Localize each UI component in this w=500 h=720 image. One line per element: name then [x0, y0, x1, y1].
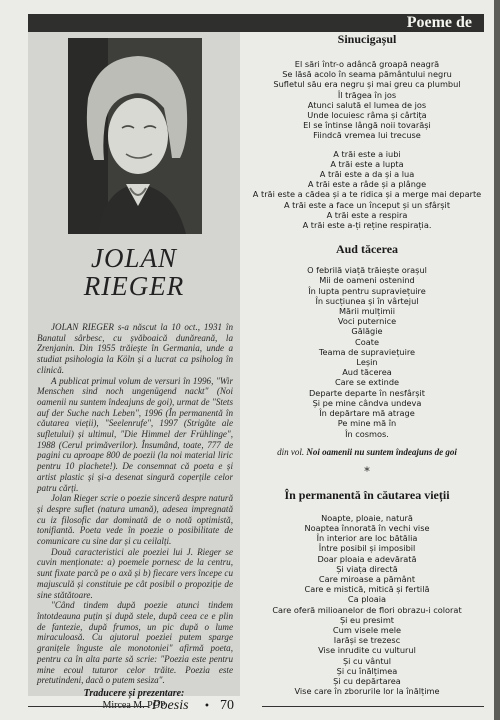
header-bar	[28, 14, 484, 32]
poem-line: Unde locuiesc râma și cârtița	[307, 110, 427, 121]
poem-line: În interior are loc bătălia	[316, 533, 418, 544]
poem-line: Se lăsă acolo în seama pământului negru	[282, 69, 452, 80]
poem-body	[248, 513, 486, 697]
poem-line: A trăi este a face un început și un sfârșit	[283, 199, 451, 210]
poem-line: Atunci salută el lumea de jos	[307, 99, 427, 110]
poem-line: O febrilă viață trăiește orașul	[307, 265, 427, 276]
author-last-name: RIEGER	[83, 271, 185, 301]
poem-line: Care miroase a pământ	[318, 573, 416, 584]
poem-line: El se întinse lângă noii tovarăși	[303, 120, 431, 131]
author-name	[28, 244, 240, 300]
poem-line: A trăi este a râde și a plânge	[307, 179, 427, 190]
poem-line: Teama de supraviețuire	[318, 346, 416, 357]
poem-body	[248, 265, 486, 438]
bio-paragraph: A publicat primul volum de versuri în 1996, "Wir Menschen sind noch ungenügend nackt" (Noi oamenii nu suntem îndeajuns de goi), urmat de "Stets auf der Suche nach Leben", 1996 (În permanentă în căutarea vieții), "Seelenrufe", 1997 (Strigăte ale sufletului) și ultimul, "Die Himmel der Frühlinge", 1988 (Cerul primăverilor). Însumând, toate, 777 de pagini cu aproape 800 de poezii (la noi material liric pentru 10 plachete!). De consemnat că poeta e și artist plastic și și-a desenat singură coperțile celor patru cărți.	[37, 375, 233, 493]
page-number: 70	[220, 698, 234, 713]
poem-title: În permanentă în căutarea vieții	[284, 487, 450, 502]
portrait-image	[68, 38, 202, 234]
footer-bullet: •	[204, 701, 210, 712]
poem-line: Vise care în zborurile lor la înălțime	[294, 686, 440, 697]
poem-line: Vise inrudite cu vulturul	[318, 645, 416, 656]
poem-line: Doar ploaia e adevărată	[317, 553, 417, 564]
poem-line: Ca ploaia	[347, 594, 387, 605]
bio-paragraph: Jolan Rieger scrie o poezie sinceră despre natură și despre suflet (natura umană), adesea impregnată cu iz filosofic dar dominată de o notă optimistă, tonifiantă. Poeta vede în poezie o posibilitate de comunicare cu sine dar și cu ceilalți.	[37, 493, 233, 547]
footer-rule	[28, 706, 148, 707]
poem-line: Sufletul său era negru și mai greu ca plumbul	[273, 79, 461, 90]
poem-line: Fiindcă vremea lui trecuse	[313, 130, 421, 141]
poem-line: Care oferă milioanelor de flori obrazu-i colorat	[272, 604, 462, 615]
source-prefix: din vol.	[277, 446, 305, 457]
author-photo	[68, 38, 202, 234]
page-edge	[494, 0, 500, 720]
poem-line: El sări într-o adâncă groapă neagră	[294, 59, 440, 69]
poem-line: Coate	[355, 336, 379, 347]
poem-line: Departe departe în nesfârșit	[308, 387, 425, 398]
poem-line: A trăi este a iubi	[333, 148, 401, 159]
poems-column	[248, 32, 486, 696]
bio-paragraph: "Când tindem după poezie atunci tindem întotdeauna puțin și după stele, după ceea ce e plin de fantezie, după frumos, un pic după o lume miraculoasă. Cu ajutorul poeziei putem sparge granițele înguste ale monotoniei" afirmă poeta, pentru ca în alta parte să scrie: "Poezia este pentru mine ecoul tuturor celor trăite. Poezia este pretutindeni, dacă o putem sesiza".	[37, 600, 233, 686]
poem-line: În depărtare mă atrage	[319, 408, 415, 419]
poem-line: A trăi este a cădea și a te ridica și a merge mai departe	[252, 189, 482, 200]
source-title: Noi oamenii nu suntem îndeajuns de goi	[306, 446, 457, 457]
bio-paragraph: JOLAN RIEGER s-a născut la 10 oct., 1931 în Banatul sârbesc, cu șvăboaică dunăreană, la Zrenjanin. Din 1955 trăiește în Germania, unde a studiat psihologia la Köln și a lucrat ca psiholog în clinică.	[37, 322, 233, 375]
poem-line: Iarăși se trezesc	[333, 635, 401, 646]
poem-line: A trăi este a respira	[326, 209, 408, 220]
poem-line: Între posibil și imposibil	[318, 543, 416, 554]
author-bio	[37, 322, 233, 686]
author-first-name: JOLAN	[91, 243, 177, 273]
poem-line: Mării mulțimii	[338, 306, 396, 317]
bio-paragraph: Două caracteristici ale poeziei lui J. Rieger se cuvin menționate: a) poemele pornesc de la centru, sunt fixate parcă pe o axă și b) fiecare vers începe cu majusculă și constituie pe cât posibil o propoziție de sine stătătoare.	[37, 546, 233, 600]
poem-body	[248, 59, 486, 230]
poem-line: Cum visele mele	[332, 624, 402, 635]
poem-line: Leșin	[356, 357, 378, 368]
poem-line: Noaptea înnorată în vechi vise	[304, 522, 430, 533]
translator-name: Mircea M. POP	[102, 700, 166, 711]
poem-line: Aud tăcerea	[342, 367, 392, 378]
poem-line: Și cu vântul	[342, 655, 392, 666]
poem-line: Și viața directă	[336, 563, 398, 574]
poem-line: A trăi este a-ți reține respirația.	[302, 220, 432, 231]
poem-line: A trăi este a lupta	[330, 158, 404, 169]
section-separator: *	[364, 464, 370, 478]
poem-line: Și eu presimt	[339, 614, 395, 625]
poem-line: A trăi este a da și a lua	[319, 169, 415, 180]
poem-source	[248, 447, 486, 457]
poem-line: În cosmos.	[345, 428, 389, 439]
poem-line: Care e mistică, mitică și fertilă	[304, 584, 430, 595]
poem-title: Sinucigașul	[337, 32, 397, 46]
footer-rule	[262, 706, 484, 707]
poem-line: În sucțiunea și în vârtejul	[315, 295, 419, 306]
poem-line: Și cu depărtarea	[333, 675, 401, 686]
poem-line: Voci puternice	[337, 316, 397, 327]
magazine-name: Poesis	[152, 698, 189, 713]
poem-line: În lupta pentru supraviețuire	[308, 285, 426, 296]
poem-line: Și cu înălțimea	[336, 665, 398, 676]
translator-label: Traducere și prezentare:	[83, 688, 185, 699]
poem-line: Pe mine mă în	[337, 418, 397, 429]
section-title: Poeme de	[406, 14, 472, 31]
poem-line: Mii de oameni ostenind	[319, 275, 415, 286]
poem-title: Aud tăcerea	[335, 242, 399, 257]
poem-line: Îl trăgea în jos	[337, 89, 397, 100]
poem-line: Noapte, ploaie, natură	[321, 512, 413, 523]
page-footer	[0, 697, 494, 717]
poem-line: Care se extinde	[334, 377, 400, 388]
poem-line: Gălăgie	[351, 326, 383, 337]
poem-line: Și pe mine cândva undeva	[312, 397, 422, 408]
